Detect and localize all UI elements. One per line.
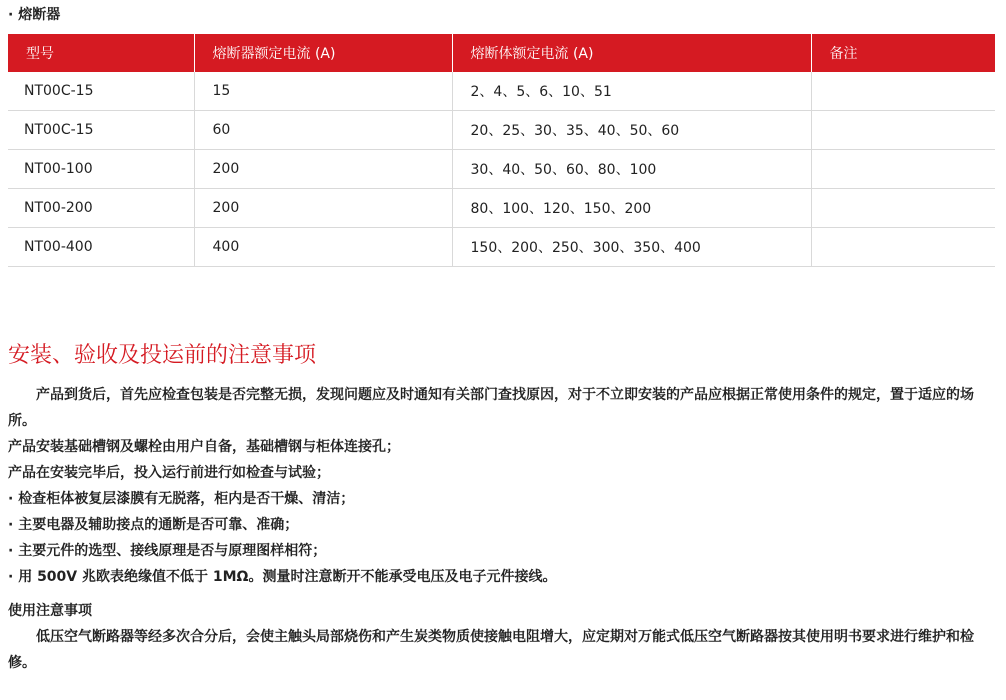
cell-remarks: [811, 228, 995, 267]
table-row: [8, 111, 995, 150]
table-header-row: [8, 34, 995, 72]
fuse-spec-table: [8, 34, 995, 267]
cell-link-current: 80、100、120、150、200: [452, 189, 811, 228]
usage-notes-title: 使用注意事项: [8, 603, 92, 619]
paragraph-after-install: 产品在安装完毕后，投入运行前进行如检查与试验；: [8, 465, 330, 481]
cell-model: NT00-100: [8, 150, 194, 189]
cell-fuse-current: 200: [194, 150, 452, 189]
bullet-components-check: · 主要元件的选型、接线原理是否与原理图样相符；: [8, 543, 327, 559]
paragraph-arrival-check: 产品到货后，首先应检查包装是否完整无损，发现问题应及时通知有关部门查找原因，对于不立即安装的产品应根据正常使用条件的规定，置于适应的场所。: [8, 387, 974, 429]
cell-link-current: 150、200、250、300、350、400: [452, 228, 811, 267]
cell-remarks: [811, 72, 995, 111]
cell-fuse-current: 60: [194, 111, 452, 150]
table-row: [8, 72, 995, 111]
bullet-contacts-check: · 主要电器及辅助接点的通断是否可靠、准确；: [8, 517, 299, 533]
cell-model: NT00C-15: [8, 72, 194, 111]
cell-link-current: 2、4、5、6、10、51: [452, 72, 811, 111]
header-remarks: 备注: [811, 34, 995, 72]
cell-remarks: [811, 150, 995, 189]
cell-model: NT00-200: [8, 189, 194, 228]
cell-remarks: [811, 111, 995, 150]
header-fuse-link-rated-current: 熔断体额定电流 (A): [452, 34, 811, 72]
bullet-insulation-test: · 用 500V 兆欧表绝缘值不低于 1MΩ。测量时注意断开不能承受电压及电子元件接线。: [8, 569, 557, 585]
bullet-paint-check: · 检查柜体被复层漆膜有无脱落，柜内是否干燥、清洁；: [8, 491, 355, 507]
cell-fuse-current: 400: [194, 228, 452, 267]
cell-link-current: 20、25、30、35、40、50、60: [452, 111, 811, 150]
header-fuse-rated-current: 熔断器额定电流 (A): [194, 34, 452, 72]
table-row: [8, 150, 995, 189]
table-row: [8, 228, 995, 267]
notes-body: [8, 382, 996, 676]
cell-fuse-current: 15: [194, 72, 452, 111]
section-label: · 熔断器: [8, 7, 61, 23]
paragraph-maintenance: 低压空气断路器等经多次合分后，会使主触头局部烧伤和产生炭类物质使接触电阻增大，应定期对万能式低压空气断路器按其使用明书要求进行维护和检修。: [8, 629, 974, 671]
cell-model: NT00C-15: [8, 111, 194, 150]
cell-model: NT00-400: [8, 228, 194, 267]
cell-fuse-current: 200: [194, 189, 452, 228]
section-heading: 安装、验收及投运前的注意事项: [8, 343, 317, 368]
cell-remarks: [811, 189, 995, 228]
header-model: 型号: [8, 34, 194, 72]
cell-link-current: 30、40、50、60、80、100: [452, 150, 811, 189]
table-row: [8, 189, 995, 228]
paragraph-foundation: 产品安装基础槽钢及螺栓由用户自备，基础槽钢与柜体连接孔；: [8, 439, 400, 455]
